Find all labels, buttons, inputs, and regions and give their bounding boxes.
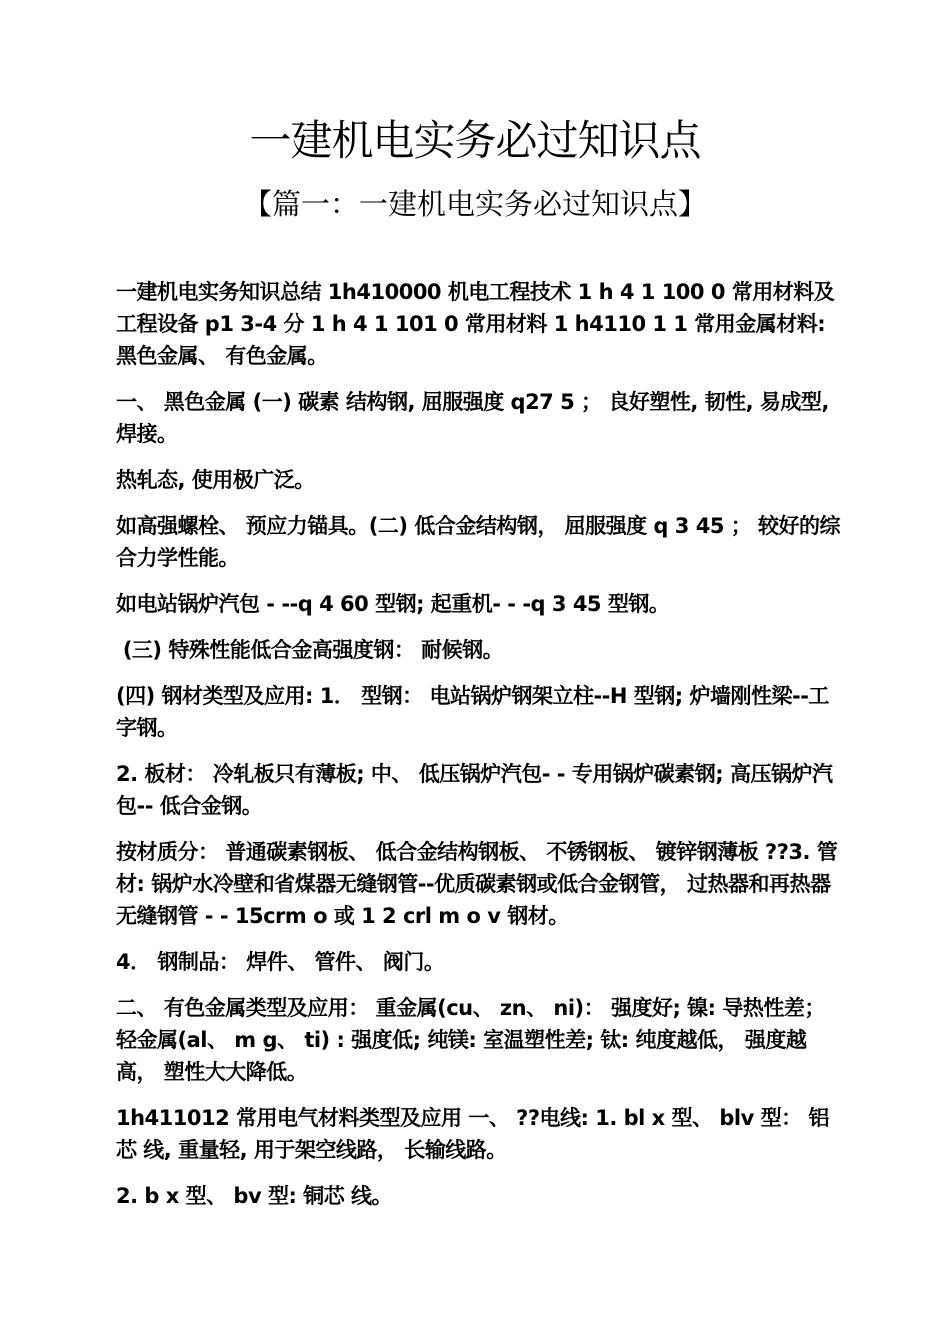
paragraph-1: 一建机电实务知识总结 1h410000 机电工程技术 1 h 4 1 100 0 常用材料及工程设备 p1 3-4 分 1 h 4 1 101 0 常用材料 1 h4110 1 1 常用金属材料: 黑色金属、 有色金属。 <box>116 280 835 368</box>
paragraph-12: 1h411012 常用电气材料类型及应用 一、 ??电线: 1. bl x 型、 blv 型： 铝芯 线, 重量轻, 用于架空线路， 长输线路。 <box>116 1106 829 1162</box>
paragraph-8: 2. 板材： 冷轧板只有薄板; 中、 低压锅炉汽包- - 专用锅炉碳素钢; 高压锅炉汽包-- 低合金钢。 <box>116 762 833 818</box>
paragraph-9: 按材质分： 普通碳素钢板、 低合金结构钢板、 不锈钢板、 镀锌钢薄板 ??3. 管材: 锅炉水冷壁和省煤器无缝钢管--优质碳素钢或低合金钢管， 过热器和再热器无缝钢管 - - 15crm o 或 1 2 crl m o v 钢材。 <box>116 840 838 928</box>
paragraph-13: 2. b x 型、 bv 型: 铜芯 线。 <box>116 1184 392 1208</box>
document-subtitle: 【篇一：一建机电实务必过知识点】 <box>242 187 707 221</box>
paragraph-4: 如高强螺栓、 预应力锚具。(二) 低合金结构钢， 屈服强度 q 3 45 ； 较好的综合力学性能。 <box>116 514 841 570</box>
paragraph-6: (三) 特殊性能低合金高强度钢： 耐候钢。 <box>116 638 504 662</box>
paragraph-3: 热轧态, 使用极广泛。 <box>116 468 315 492</box>
document-title: 一建机电实务必过知识点 <box>249 116 701 165</box>
paragraph-10: 4． 钢制品： 焊件、 管件、 阀门。 <box>116 950 445 974</box>
paragraph-5: 如电站锅炉汽包 - --q 4 60 型钢; 起重机- - -q 3 45 型钢。 <box>116 592 670 616</box>
document-body <box>116 276 846 1226</box>
paragraph-11: 二、 有色金属类型及应用： 重金属(cu、 zn、 ni)： 强度好; 镍: 导热性差； 轻金属(al、 m g、 ti) : 强度低; 纯镁: 室温塑性差; 钛: 纯度越低， 强度越高， 塑性大大降低。 <box>116 996 832 1084</box>
paragraph-2: 一、 黑色金属 (一) 碳素 结构钢, 屈服强度 q27 5 ； 良好塑性, 韧性, 易成型, 焊接。 <box>116 390 836 446</box>
paragraph-7: (四) 钢材类型及应用: 1． 型钢： 电站锅炉钢架立柱--H 型钢; 炉墙刚性梁--工字钢。 <box>116 684 829 740</box>
